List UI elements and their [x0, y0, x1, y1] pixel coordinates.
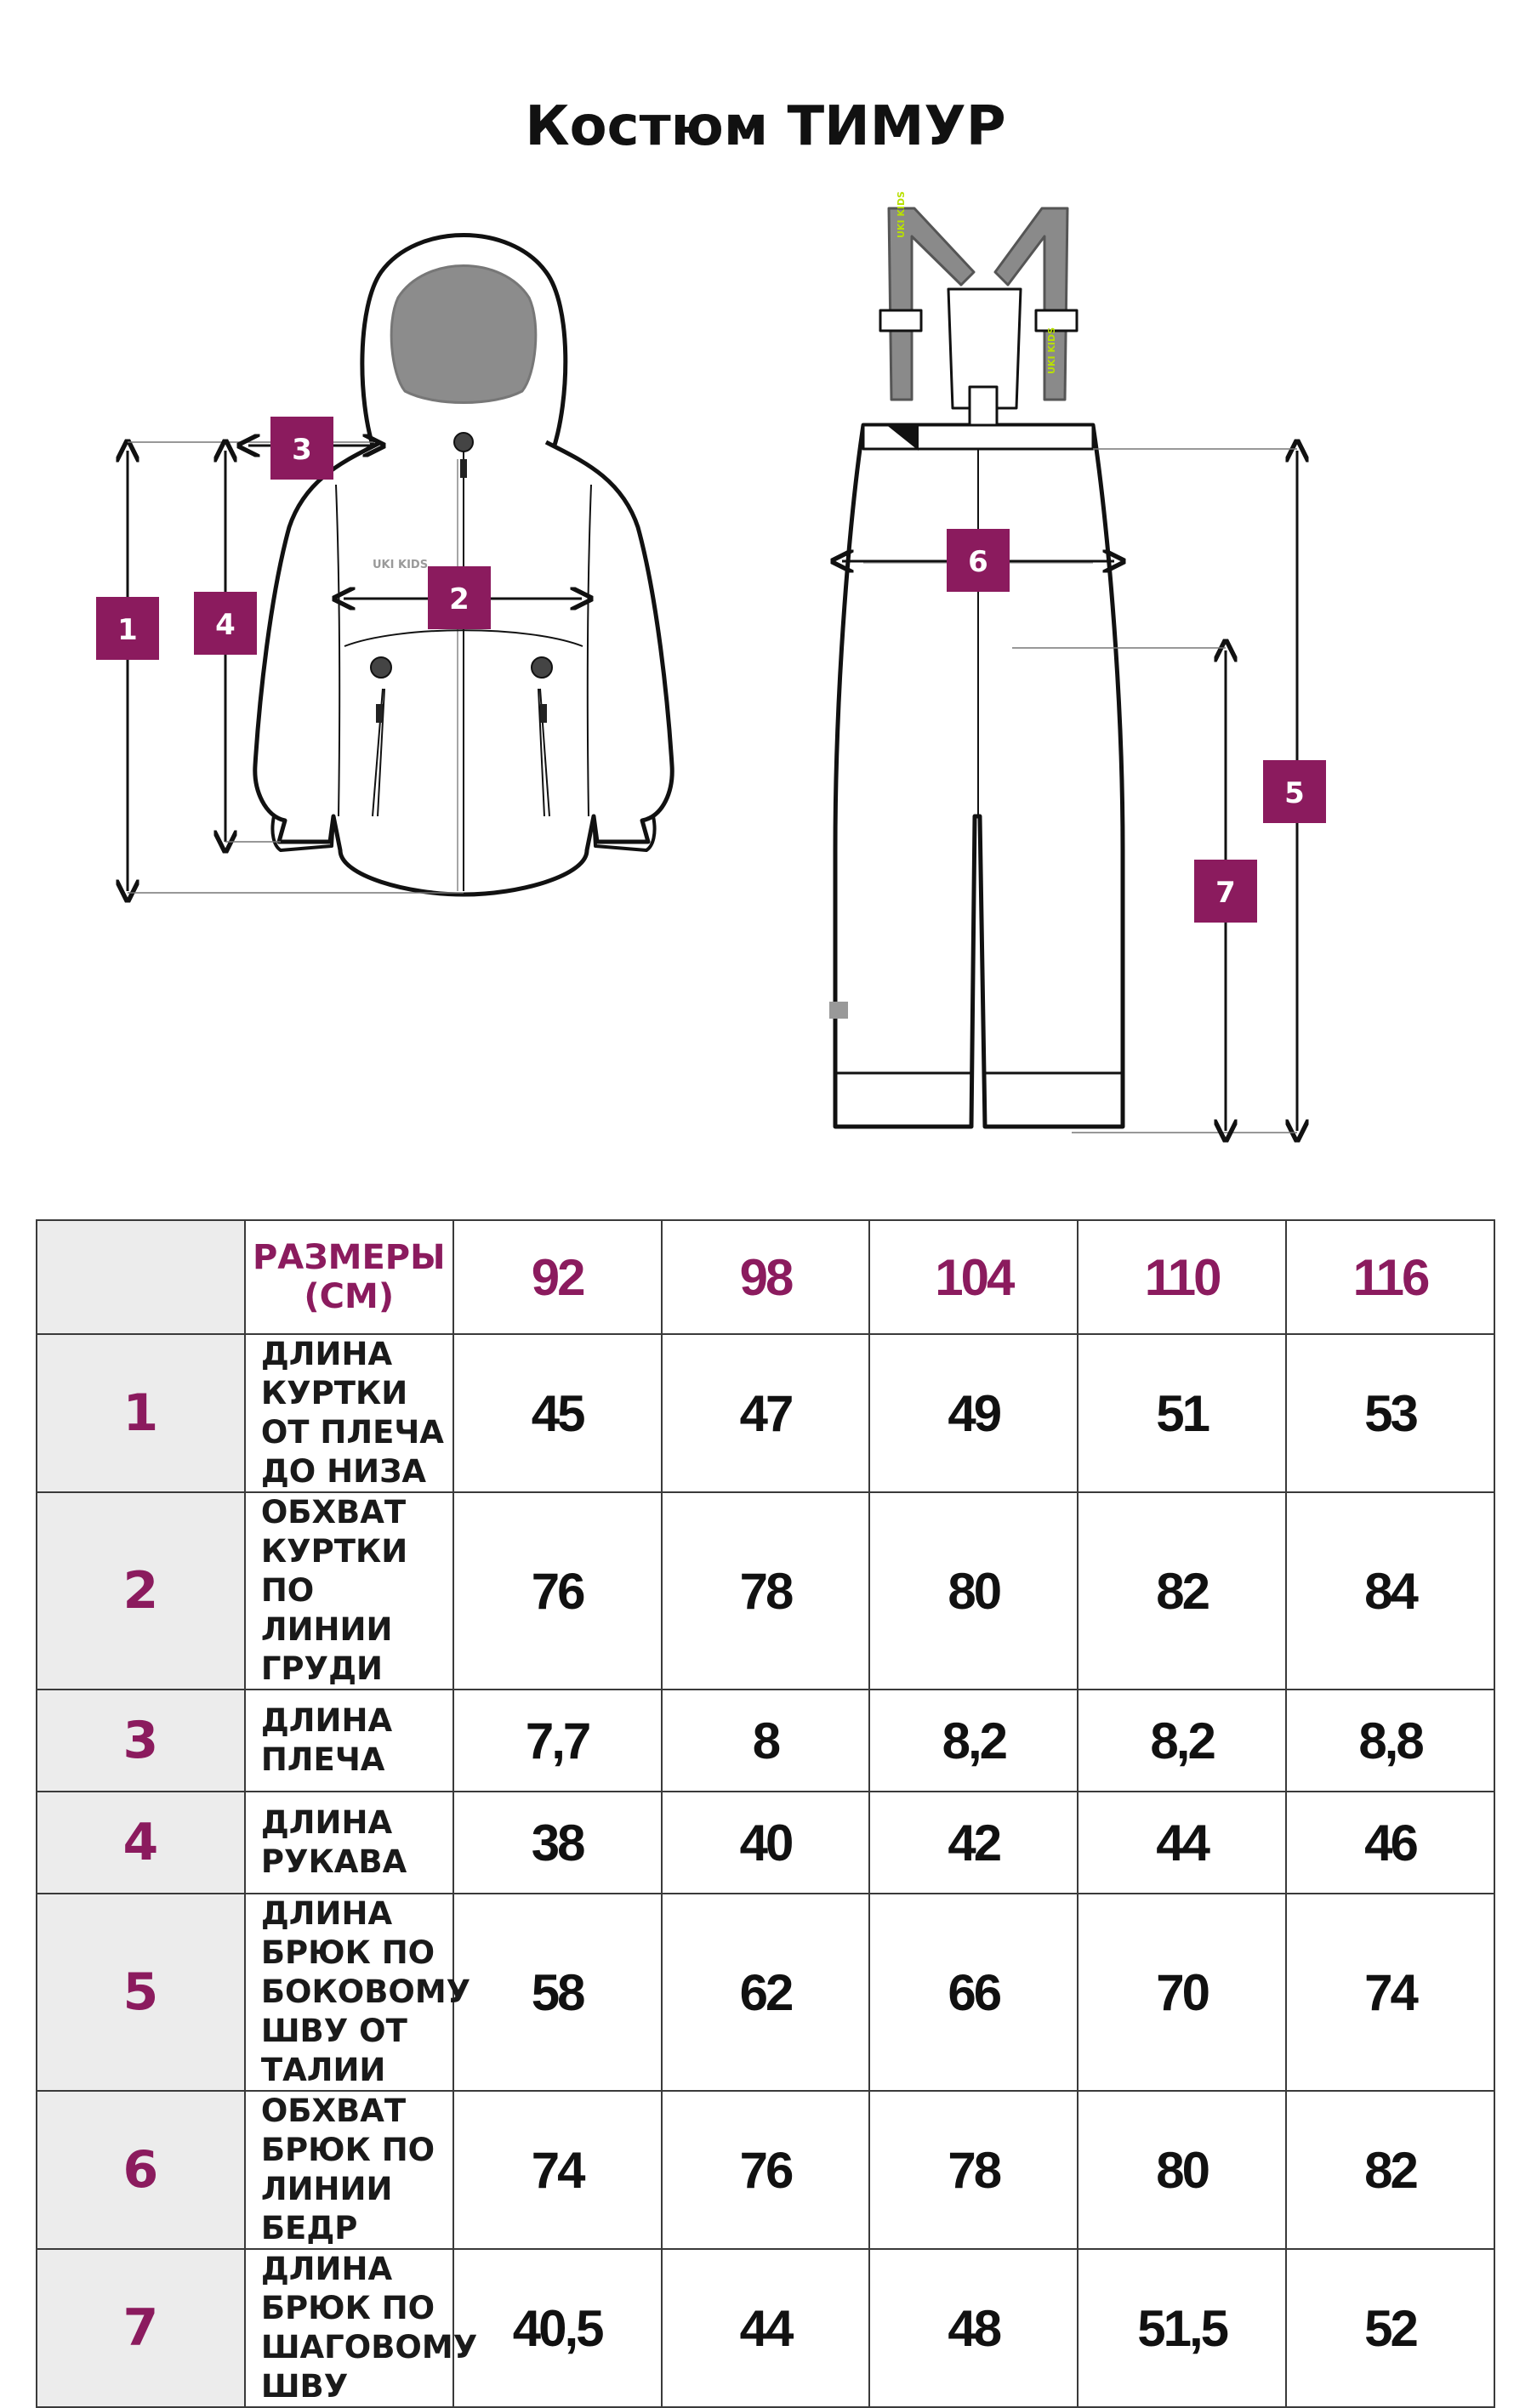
- row-value: 70: [1078, 1894, 1286, 2091]
- row-value: 82: [1286, 2091, 1494, 2249]
- row-value: 40,5: [453, 2249, 662, 2407]
- svg-text:6: 6: [968, 545, 988, 579]
- row-value: 80: [869, 1492, 1078, 1690]
- row-number: 2: [37, 1492, 245, 1690]
- size-col: 92: [453, 1220, 662, 1334]
- row-number: 5: [37, 1894, 245, 2091]
- svg-text:5: 5: [1284, 776, 1305, 810]
- badge-6: [947, 529, 1010, 592]
- row-value: 8,8: [1286, 1690, 1494, 1792]
- row-label: ДЛИНА БРЮК ПО ШАГОВОМУ ШВУ: [245, 2249, 453, 2407]
- svg-text:1: 1: [117, 613, 138, 647]
- row-number: 4: [37, 1792, 245, 1894]
- row-value: 47: [662, 1334, 870, 1492]
- row-value: 53: [1286, 1334, 1494, 1492]
- size-col: 104: [869, 1220, 1078, 1334]
- size-col: 110: [1078, 1220, 1286, 1334]
- badge-1: [96, 597, 159, 660]
- row-label: ДЛИНА КУРТКИ ОТ ПЛЕЧА ДО НИЗА: [245, 1334, 453, 1492]
- trousers-drawing: [829, 208, 1123, 1127]
- row-value: 8: [662, 1690, 870, 1792]
- page-title: Костюм ТИМУР: [525, 95, 1006, 158]
- table-row: [37, 1690, 1494, 1792]
- row-value: 45: [453, 1334, 662, 1492]
- row-value: 74: [1286, 1894, 1494, 2091]
- row-label: ДЛИНА БРЮК ПО БОКОВОМУ ШВУ ОТ ТАЛИИ: [245, 1894, 453, 2091]
- row-number: 1: [37, 1334, 245, 1492]
- svg-text:7: 7: [1215, 876, 1236, 910]
- row-number: 3: [37, 1690, 245, 1792]
- row-value: 76: [662, 2091, 870, 2249]
- row-value: 8,2: [869, 1690, 1078, 1792]
- size-col: 98: [662, 1220, 870, 1334]
- row-value: 44: [662, 2249, 870, 2407]
- row-value: 82: [1078, 1492, 1286, 1690]
- row-value: 46: [1286, 1792, 1494, 1894]
- row-value: 51,5: [1078, 2249, 1286, 2407]
- row-value: 80: [1078, 2091, 1286, 2249]
- row-value: 51: [1078, 1334, 1286, 1492]
- badge-5: [1263, 760, 1326, 823]
- row-value: 49: [869, 1334, 1078, 1492]
- row-value: 38: [453, 1792, 662, 1894]
- svg-text:4: 4: [215, 608, 236, 642]
- size-col: 116: [1286, 1220, 1494, 1334]
- badge-2: [428, 566, 491, 629]
- row-value: 76: [453, 1492, 662, 1690]
- row-value: 74: [453, 2091, 662, 2249]
- strap-logo-right: UKI KIDS: [1046, 327, 1057, 374]
- size-table: [36, 1219, 1495, 2408]
- row-label: ДЛИНА ПЛЕЧА: [245, 1690, 453, 1792]
- header-corner: [37, 1220, 245, 1334]
- row-value: 7,7: [453, 1690, 662, 1792]
- row-number: 6: [37, 2091, 245, 2249]
- header-label: РАЗМЕРЫ (СМ): [245, 1220, 453, 1334]
- row-value: 66: [869, 1894, 1078, 2091]
- badge-3: [270, 417, 333, 480]
- row-value: 62: [662, 1894, 870, 2091]
- badge-7: [1194, 860, 1257, 923]
- row-label: ДЛИНА РУКАВА: [245, 1792, 453, 1894]
- row-value: 42: [869, 1792, 1078, 1894]
- row-label: ОБХВАТ БРЮК ПО ЛИНИИ БЕДР: [245, 2091, 453, 2249]
- table-row: [37, 1792, 1494, 1894]
- table-row: [37, 2249, 1494, 2407]
- strap-logo-left: UKI KIDS: [896, 190, 907, 238]
- row-value: 58: [453, 1894, 662, 2091]
- table-row: [37, 1334, 1494, 1492]
- svg-text:2: 2: [449, 582, 470, 616]
- garment-illustration: [0, 0, 1531, 1190]
- row-value: 44: [1078, 1792, 1286, 1894]
- row-value: 52: [1286, 2249, 1494, 2407]
- row-value: 78: [869, 2091, 1078, 2249]
- jacket-drawing: [255, 236, 672, 895]
- row-value: 40: [662, 1792, 870, 1894]
- table-row: [37, 1894, 1494, 2091]
- table-row: [37, 2091, 1494, 2249]
- svg-text:3: 3: [292, 433, 312, 467]
- brand-logo: UKI KIDS: [373, 559, 429, 571]
- row-number: 7: [37, 2249, 245, 2407]
- row-value: 8,2: [1078, 1690, 1286, 1792]
- row-value: 48: [869, 2249, 1078, 2407]
- size-table-header: [37, 1220, 1494, 1334]
- table-row: [37, 1492, 1494, 1690]
- badge-4: [194, 592, 257, 655]
- row-label: ОБХВАТ КУРТКИ ПО ЛИНИИ ГРУДИ: [245, 1492, 453, 1690]
- row-value: 84: [1286, 1492, 1494, 1690]
- row-value: 78: [662, 1492, 870, 1690]
